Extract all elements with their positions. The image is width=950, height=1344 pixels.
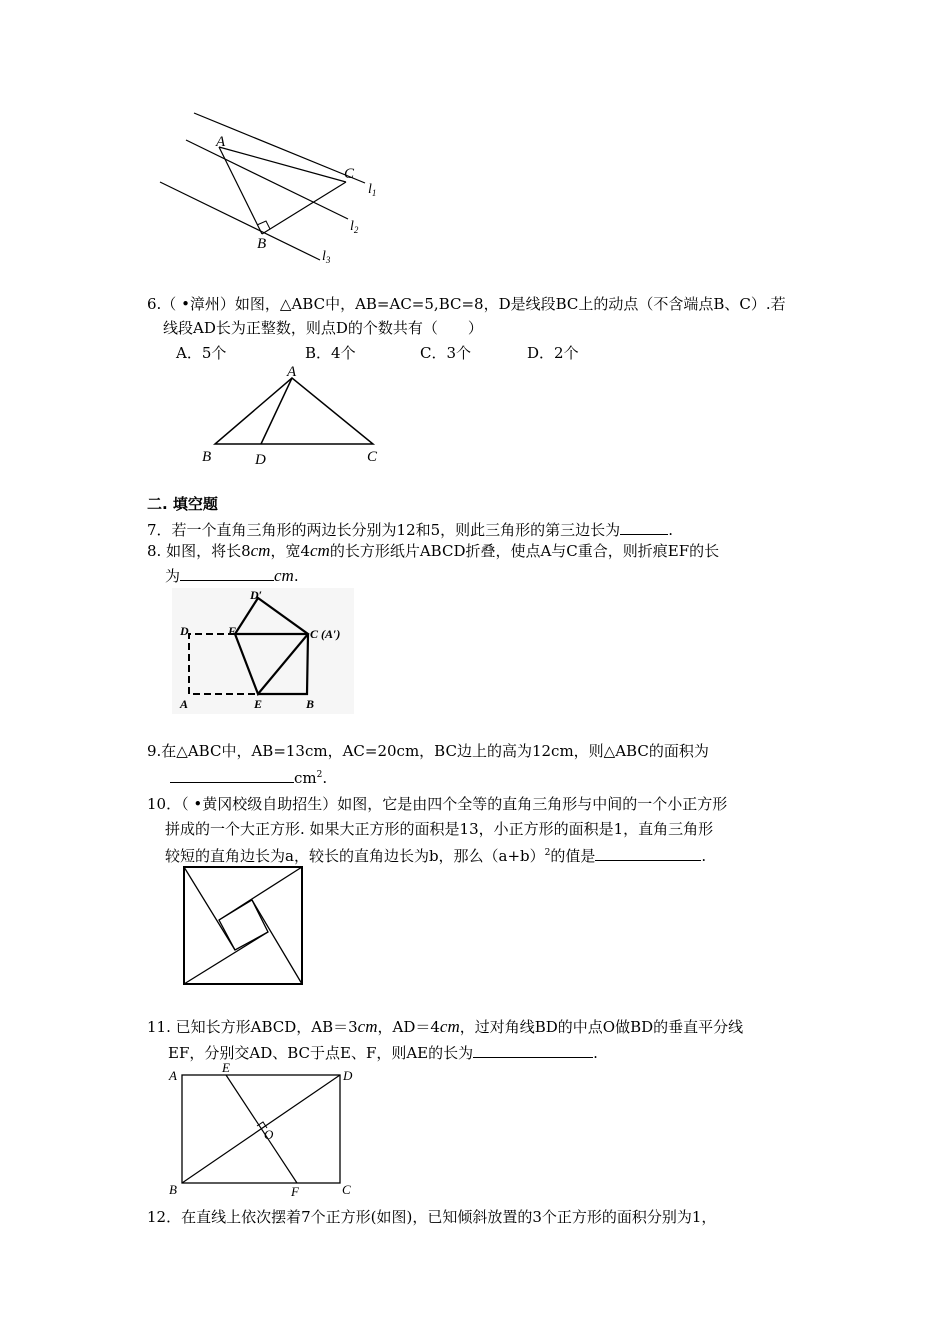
- q11-line1: 11. 已知长方形ABCD，AB＝3cm，AD＝4cm，过对角线BD的中点O做BD的垂直平分线: [147, 1017, 744, 1036]
- q12-line1: 12．在直线上依次摆着7个正方形(如图)，已知倾斜放置的3个正方形的面积分别为1，: [147, 1208, 717, 1226]
- triangle-1: [184, 867, 235, 950]
- segment-bc: [262, 182, 346, 234]
- q6-option-c: C．3个: [420, 344, 472, 362]
- q9-line2: $cm^2$.: [170, 765, 327, 788]
- q6-option-a: A．5个: [176, 344, 227, 362]
- label-c: C (A′): [310, 627, 341, 641]
- label-l1: $l_1$: [368, 182, 377, 198]
- inner-square: [219, 896, 252, 950]
- answer-blank[interactable]: [180, 565, 274, 581]
- q9-line1: 9.在△ABC中，AB=13cm，AC=20cm，BC边上的高为12cm，则△ABC的面积为: [147, 742, 709, 760]
- label-l3: $l_3$: [322, 249, 331, 265]
- triangle-abc-figure: [195, 360, 395, 470]
- label-e: E: [254, 697, 263, 711]
- label-d: D: [180, 624, 189, 638]
- answer-blank[interactable]: [473, 1042, 593, 1058]
- q6-option-b: B．4个: [305, 344, 356, 362]
- segment-ad: [261, 378, 292, 444]
- triangle-abc: [215, 378, 373, 444]
- label-l2: $l_2$: [350, 219, 359, 235]
- label-c: C: [342, 1182, 351, 1197]
- label-a: A: [169, 1068, 177, 1083]
- section-title: 二. 填空题: [147, 495, 218, 513]
- q10-line3: 较短的直角边长为a，较长的直角边长为b，那么$(a+b)^2$的值是 .: [165, 847, 707, 865]
- q7: 7．若一个直角三角形的两边长分别为12和5，则此三角形的第三边长为 .: [147, 521, 673, 539]
- answer-blank[interactable]: [170, 767, 294, 783]
- segment-ac: [219, 147, 346, 182]
- label-f: F: [291, 1184, 299, 1199]
- outer-square: [184, 867, 302, 984]
- q8-line2: 为 cm.: [165, 566, 299, 585]
- label-f: F: [228, 624, 237, 638]
- label-a: A: [216, 134, 226, 150]
- triangle-4: [184, 932, 268, 984]
- q8-line1: 8. 如图，将长8cm，宽4cm的长方形纸片ABCD折叠，使点A与C重合，则折痕EF的长: [147, 541, 720, 560]
- label-b: B: [202, 449, 212, 465]
- center-square: [219, 900, 268, 950]
- label-c: C: [344, 166, 355, 182]
- q10-line1: 10．（ •黄冈校级自助招生）如图，它是由四个全等的直角三角形与中间的一个小正方形: [147, 795, 728, 813]
- answer-blank[interactable]: [595, 845, 701, 861]
- label-e: E: [222, 1060, 230, 1075]
- rectangle-bisector-figure: [168, 1062, 368, 1202]
- label-a: A: [287, 364, 297, 380]
- pinwheel-square-figure: [182, 864, 306, 988]
- folded-rectangle-figure: [172, 588, 362, 716]
- parallel-lines-figure: [150, 100, 390, 270]
- q11-line2: EF，分别交AD、BC于点E、F，则AE的长为 .: [168, 1044, 598, 1062]
- triangle-3: [252, 900, 302, 984]
- answer-blank[interactable]: [620, 519, 668, 535]
- label-b: B: [257, 236, 267, 252]
- label-o: O: [264, 1127, 274, 1142]
- q6-line1: 6.（ •漳州）如图，△ABC中，AB=AC=5,BC=8，D是线段BC上的动点（不含端点B、C）.若: [147, 295, 786, 313]
- label-a: A: [180, 697, 189, 711]
- label-c: C: [367, 449, 378, 465]
- q10-line2: 拼成的一个大正方形. 如果大正方形的面积是13，小正方形的面积是1，直角三角形: [165, 820, 714, 838]
- label-d-prime: D′: [250, 588, 263, 602]
- q6-line2: 线段AD长为正整数，则点D的个数共有（ ）: [163, 319, 483, 337]
- label-d: D: [343, 1068, 353, 1083]
- bisector-ef: [226, 1075, 297, 1183]
- q6-option-d: D．2个: [527, 344, 579, 362]
- label-d: D: [255, 452, 266, 468]
- label-b: B: [306, 697, 315, 711]
- label-b: B: [169, 1182, 177, 1197]
